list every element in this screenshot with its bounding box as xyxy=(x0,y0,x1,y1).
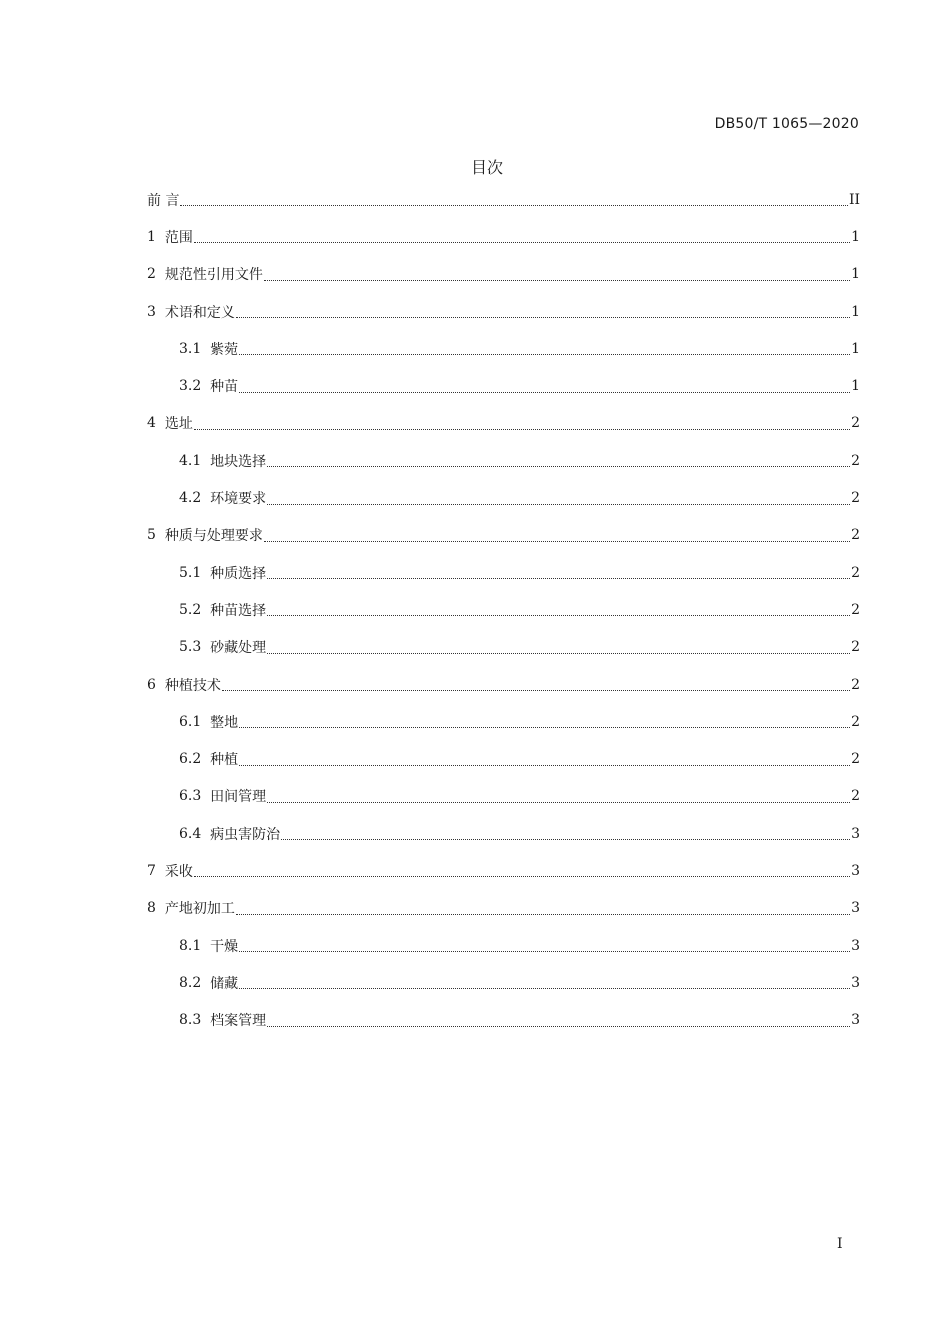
toc-entry[interactable] xyxy=(147,890,860,927)
toc-entry-number: 3.1 xyxy=(179,340,202,357)
toc-entry[interactable] xyxy=(147,256,860,293)
toc-entry-label: 前 言 xyxy=(147,192,180,209)
toc-entry-page: 2 xyxy=(851,639,860,656)
toc-entry-number: 2 xyxy=(147,266,156,283)
toc-dot-leader xyxy=(267,802,850,803)
toc-entry-number: 7 xyxy=(147,862,156,879)
toc-entry[interactable] xyxy=(147,517,860,554)
toc-entry-number: 1 xyxy=(147,228,156,245)
toc-entry-label: 选址 xyxy=(164,416,193,433)
toc-entry-number: 6.3 xyxy=(179,788,202,805)
toc-entry-number: 8.1 xyxy=(179,937,202,954)
toc-entry-label: 砂藏处理 xyxy=(210,640,267,657)
toc-entry-label: 环境要求 xyxy=(210,491,267,508)
toc-dot-leader xyxy=(239,392,850,393)
toc-entry-number: 3 xyxy=(147,303,156,320)
toc-dot-leader xyxy=(194,242,850,243)
toc-entry-page: 2 xyxy=(851,527,860,544)
toc-entry-label: 整地 xyxy=(210,714,239,731)
toc-entry-number: 5.2 xyxy=(179,601,202,618)
toc-dot-leader xyxy=(239,354,850,355)
toc-dot-leader xyxy=(222,690,850,691)
toc-entry-page: 2 xyxy=(851,601,860,618)
toc-entry-label: 范围 xyxy=(164,229,193,246)
toc-entry-label: 种质与处理要求 xyxy=(164,528,263,545)
toc-entry[interactable] xyxy=(147,367,860,404)
toc-entry[interactable] xyxy=(147,181,860,218)
toc-entry-page: 3 xyxy=(851,937,860,954)
toc-entry-page: 2 xyxy=(851,751,860,768)
toc-entry-label: 种植 xyxy=(210,752,239,769)
toc-entry[interactable] xyxy=(147,554,860,591)
toc-entry-label: 紫菀 xyxy=(210,341,239,358)
toc-entry-label: 产地初加工 xyxy=(164,901,235,918)
toc-entry[interactable] xyxy=(147,740,860,777)
toc-entry-number: 4 xyxy=(147,415,156,432)
toc-dot-leader xyxy=(236,914,850,915)
toc-entry[interactable] xyxy=(147,405,860,442)
page-number: I xyxy=(837,1236,843,1252)
toc-entry-number: 6.1 xyxy=(179,713,202,730)
toc-entry[interactable] xyxy=(147,815,860,852)
toc-dot-leader xyxy=(264,280,850,281)
toc-entry-number: 8 xyxy=(147,900,156,917)
toc-entry[interactable] xyxy=(147,964,860,1001)
toc-dot-leader xyxy=(239,988,850,989)
toc-entry-page: 2 xyxy=(851,676,860,693)
toc-entry-page: 1 xyxy=(851,378,860,395)
toc-entry[interactable] xyxy=(147,703,860,740)
toc-entry-label: 采收 xyxy=(164,863,193,880)
toc-dot-leader xyxy=(281,839,850,840)
toc-entry[interactable] xyxy=(147,330,860,367)
toc-entry-label: 档案管理 xyxy=(210,1013,267,1030)
toc-entry[interactable] xyxy=(147,479,860,516)
toc-entry-number: 6.4 xyxy=(179,825,202,842)
toc-entry[interactable] xyxy=(147,1002,860,1039)
toc-entry-page: 2 xyxy=(851,564,860,581)
toc-entry-label: 种苗 xyxy=(210,379,239,396)
toc-entry-label: 种质选择 xyxy=(210,565,267,582)
toc-list xyxy=(147,181,860,1039)
toc-dot-leader xyxy=(264,541,850,542)
toc-entry-number: 8.3 xyxy=(179,1012,202,1029)
toc-dot-leader xyxy=(194,429,850,430)
toc-entry-page: 2 xyxy=(851,452,860,469)
toc-entry-page: 2 xyxy=(851,490,860,507)
toc-entry-page: 1 xyxy=(851,228,860,245)
toc-entry[interactable] xyxy=(147,629,860,666)
toc-entry[interactable] xyxy=(147,778,860,815)
toc-entry-label: 田间管理 xyxy=(210,789,267,806)
toc-entry[interactable] xyxy=(147,442,860,479)
toc-entry-label: 储藏 xyxy=(210,975,239,992)
toc-entry-number: 6 xyxy=(147,676,156,693)
toc-entry-number: 6.2 xyxy=(179,751,202,768)
toc-entry-number: 5 xyxy=(147,527,156,544)
toc-entry-number: 8.2 xyxy=(179,974,202,991)
toc-entry-number: 3.2 xyxy=(179,378,202,395)
toc-entry-page: 2 xyxy=(851,415,860,432)
toc-entry-page: 3 xyxy=(851,825,860,842)
toc-entry[interactable] xyxy=(147,591,860,628)
toc-entry-label: 地块选择 xyxy=(210,453,267,470)
toc-entry-page: 1 xyxy=(851,340,860,357)
toc-entry-label: 种植技术 xyxy=(164,677,221,694)
toc-entry-page: 1 xyxy=(851,303,860,320)
toc-entry-page: II xyxy=(848,191,860,208)
toc-entry-number: 5.3 xyxy=(179,639,202,656)
toc-dot-leader xyxy=(267,1026,850,1027)
toc-entry-page: 3 xyxy=(851,900,860,917)
toc-entry-page: 2 xyxy=(851,788,860,805)
toc-entry-label: 病虫害防治 xyxy=(210,826,281,843)
toc-entry-page: 3 xyxy=(851,1012,860,1029)
toc-dot-leader xyxy=(267,578,850,579)
toc-entry-page: 1 xyxy=(851,266,860,283)
toc-entry-label: 规范性引用文件 xyxy=(164,267,263,284)
toc-dot-leader xyxy=(267,615,850,616)
toc-entry-label: 干燥 xyxy=(210,938,239,955)
toc-dot-leader xyxy=(194,876,850,877)
toc-entry[interactable] xyxy=(147,666,860,703)
toc-entry[interactable] xyxy=(147,293,860,330)
toc-dot-leader xyxy=(180,205,847,206)
toc-dot-leader xyxy=(267,653,850,654)
toc-entry-number: 5.1 xyxy=(179,564,202,581)
toc-entry-page: 3 xyxy=(851,862,860,879)
toc-entry[interactable] xyxy=(147,852,860,889)
toc-dot-leader xyxy=(267,466,850,467)
toc-title: 目次 xyxy=(470,158,503,177)
toc-entry-number: 4.2 xyxy=(179,490,202,507)
toc-dot-leader xyxy=(239,951,850,952)
toc-entry-label: 术语和定义 xyxy=(164,304,235,321)
toc-entry-label: 种苗选择 xyxy=(210,602,267,619)
toc-entry[interactable] xyxy=(147,218,860,255)
toc-entry-page: 2 xyxy=(851,713,860,730)
toc-entry[interactable] xyxy=(147,927,860,964)
toc-entry-page: 3 xyxy=(851,974,860,991)
toc-dot-leader xyxy=(239,727,850,728)
toc-entry-number: 4.1 xyxy=(179,452,202,469)
toc-dot-leader xyxy=(239,765,850,766)
document-code: DB50/T 1065—2020 xyxy=(714,116,859,132)
toc-dot-leader xyxy=(236,317,850,318)
toc-dot-leader xyxy=(267,504,850,505)
